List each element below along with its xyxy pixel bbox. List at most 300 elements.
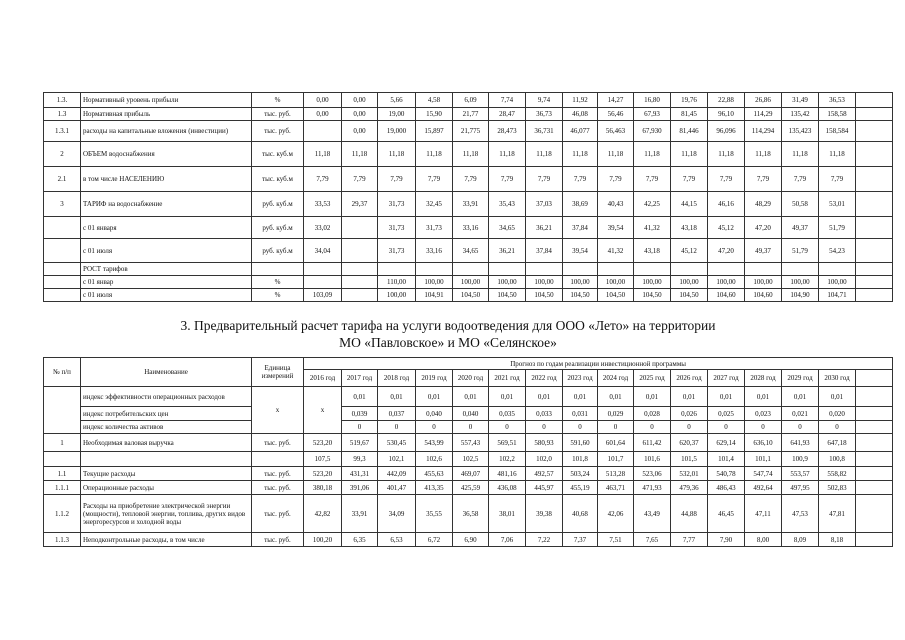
row-num: 2.1 bbox=[44, 167, 81, 192]
value-cell: 497,95 bbox=[782, 481, 819, 495]
value-cell: 100,00 bbox=[563, 276, 598, 289]
value-cell: 0,01 bbox=[671, 387, 708, 407]
table-row bbox=[44, 121, 893, 142]
value-cell: 40,68 bbox=[563, 495, 598, 533]
table-row bbox=[44, 481, 893, 495]
value-cell bbox=[342, 217, 378, 239]
value-cell: 580,93 bbox=[526, 434, 563, 452]
value-cell: 7,79 bbox=[563, 167, 598, 192]
value-cell: 7,22 bbox=[526, 533, 563, 547]
value-cell: 107,5 bbox=[304, 452, 342, 467]
value-cell: 100,8 bbox=[819, 452, 856, 467]
value-cell: 0 bbox=[416, 421, 453, 434]
index-name: индекс эффективности операционных расходов bbox=[81, 387, 252, 407]
value-cell: 28,47 bbox=[489, 108, 526, 121]
value-cell: 7,79 bbox=[634, 167, 671, 192]
value-cell: 104,91 bbox=[416, 289, 453, 302]
value-cell: 21,775 bbox=[453, 121, 489, 142]
empty-cell bbox=[856, 217, 893, 239]
value-cell: 100,9 bbox=[782, 452, 819, 467]
value-cell: 44,15 bbox=[671, 192, 708, 217]
empty-cell bbox=[856, 289, 893, 302]
value-cell: 0,039 bbox=[342, 407, 378, 421]
value-cell: 0,029 bbox=[598, 407, 634, 421]
value-cell: 34,65 bbox=[489, 217, 526, 239]
value-cell: 11,18 bbox=[634, 142, 671, 167]
value-cell: 7,79 bbox=[378, 167, 416, 192]
value-cell: 7,79 bbox=[526, 167, 563, 192]
value-cell: 7,90 bbox=[708, 533, 745, 547]
value-cell: 26,86 bbox=[745, 93, 782, 108]
value-cell: 11,18 bbox=[378, 142, 416, 167]
value-cell: 0 bbox=[671, 421, 708, 434]
value-cell: 41,32 bbox=[598, 239, 634, 263]
table-row bbox=[44, 533, 893, 547]
value-cell: 523,20 bbox=[304, 434, 342, 452]
value-cell: 425,59 bbox=[453, 481, 489, 495]
value-cell bbox=[489, 263, 526, 276]
value-cell: 22,88 bbox=[708, 93, 745, 108]
value-cell: 14,27 bbox=[598, 93, 634, 108]
header-name: Наименование bbox=[81, 358, 252, 387]
value-cell: 0 bbox=[634, 421, 671, 434]
value-cell: 455,19 bbox=[563, 481, 598, 495]
row-unit: тыс. руб. bbox=[252, 533, 304, 547]
value-cell: 49,37 bbox=[782, 217, 819, 239]
value-cell: 486,43 bbox=[708, 481, 745, 495]
value-cell: 50,58 bbox=[782, 192, 819, 217]
value-cell: 36,21 bbox=[526, 217, 563, 239]
value-cell bbox=[453, 263, 489, 276]
value-cell bbox=[782, 263, 819, 276]
value-cell: 11,92 bbox=[563, 93, 598, 108]
value-cell: 503,24 bbox=[563, 467, 598, 481]
table-row bbox=[44, 217, 893, 239]
value-cell: 102,0 bbox=[526, 452, 563, 467]
value-cell: 104,71 bbox=[819, 289, 856, 302]
value-cell: 104,50 bbox=[671, 289, 708, 302]
value-cell: 11,18 bbox=[304, 142, 342, 167]
value-cell: 42,82 bbox=[304, 495, 342, 533]
index-row bbox=[44, 407, 893, 421]
row-num bbox=[44, 263, 81, 276]
value-cell: 0,01 bbox=[745, 387, 782, 407]
value-cell: 0 bbox=[526, 421, 563, 434]
row-num: 1.3. bbox=[44, 93, 81, 108]
value-cell: 37,03 bbox=[526, 192, 563, 217]
value-cell: 0,01 bbox=[563, 387, 598, 407]
empty-cell bbox=[856, 263, 893, 276]
value-cell: 158,584 bbox=[819, 121, 856, 142]
value-cell: 36,53 bbox=[819, 93, 856, 108]
table-row bbox=[44, 239, 893, 263]
value-cell: 0 bbox=[745, 421, 782, 434]
value-cell: 530,45 bbox=[378, 434, 416, 452]
value-cell: 47,20 bbox=[708, 239, 745, 263]
value-cell: 0 bbox=[782, 421, 819, 434]
value-cell: 19,76 bbox=[671, 93, 708, 108]
value-cell: 0,01 bbox=[342, 387, 378, 407]
value-cell: 29,37 bbox=[342, 192, 378, 217]
value-cell: 102,2 bbox=[489, 452, 526, 467]
row-name: расходы на капитальные вложения (инвестиции) bbox=[81, 121, 252, 142]
value-cell: 40,43 bbox=[598, 192, 634, 217]
value-cell: 0,01 bbox=[708, 387, 745, 407]
value-cell: 4,58 bbox=[416, 93, 453, 108]
value-cell bbox=[304, 121, 342, 142]
row-num: 3 bbox=[44, 192, 81, 217]
value-cell bbox=[342, 263, 378, 276]
value-cell: 101,8 bbox=[563, 452, 598, 467]
value-cell: 8,18 bbox=[819, 533, 856, 547]
value-cell bbox=[304, 276, 342, 289]
value-cell: 519,67 bbox=[342, 434, 378, 452]
value-cell: 492,64 bbox=[745, 481, 782, 495]
row-name: Нормативный уровень прибыли bbox=[81, 93, 252, 108]
value-cell: 11,18 bbox=[416, 142, 453, 167]
value-cell: 100,00 bbox=[708, 276, 745, 289]
value-cell: 6,09 bbox=[453, 93, 489, 108]
row-name: Текущие расходы bbox=[81, 467, 252, 481]
row-name: Нормативная прибыль bbox=[81, 108, 252, 121]
value-cell: 0,040 bbox=[453, 407, 489, 421]
value-cell: 611,42 bbox=[634, 434, 671, 452]
value-cell: 104,50 bbox=[526, 289, 563, 302]
empty-cell bbox=[856, 192, 893, 217]
value-cell: 601,64 bbox=[598, 434, 634, 452]
value-cell: 7,79 bbox=[782, 167, 819, 192]
value-cell: 81,45 bbox=[671, 108, 708, 121]
row-unit: % bbox=[252, 276, 304, 289]
row-num: 1.1.2 bbox=[44, 495, 81, 533]
value-cell: 547,74 bbox=[745, 467, 782, 481]
value-cell: 102,1 bbox=[378, 452, 416, 467]
row-name: с 01 июля bbox=[81, 239, 252, 263]
value-cell: 492,57 bbox=[526, 467, 563, 481]
year-header: 2027 год bbox=[708, 370, 745, 387]
value-cell: 0 bbox=[563, 421, 598, 434]
row-unit: тыс. руб. bbox=[252, 495, 304, 533]
value-cell: 401,47 bbox=[378, 481, 416, 495]
value-cell: 431,31 bbox=[342, 467, 378, 481]
row-unit bbox=[252, 263, 304, 276]
value-cell: 6,72 bbox=[416, 533, 453, 547]
year-header: 2028 год bbox=[745, 370, 782, 387]
empty-cell bbox=[856, 121, 893, 142]
value-cell: 19,00 bbox=[378, 108, 416, 121]
value-cell: 0,033 bbox=[526, 407, 563, 421]
value-cell: 99,3 bbox=[342, 452, 378, 467]
value-cell: 102,5 bbox=[453, 452, 489, 467]
row-name: Необходимая валовая выручка bbox=[81, 434, 252, 452]
value-cell: 104,50 bbox=[489, 289, 526, 302]
value-cell: 0,020 bbox=[819, 407, 856, 421]
row-num: 1.1.1 bbox=[44, 481, 81, 495]
value-cell: 0,01 bbox=[378, 387, 416, 407]
table-row bbox=[44, 263, 893, 276]
year-header: 2019 год bbox=[416, 370, 453, 387]
table-row bbox=[44, 192, 893, 217]
value-cell: 413,35 bbox=[416, 481, 453, 495]
value-cell: 9,74 bbox=[526, 93, 563, 108]
value-cell: 51,79 bbox=[819, 217, 856, 239]
value-cell: 558,82 bbox=[819, 467, 856, 481]
value-cell: 7,77 bbox=[671, 533, 708, 547]
value-cell: 436,08 bbox=[489, 481, 526, 495]
value-cell: 104,50 bbox=[634, 289, 671, 302]
row-unit: тыс. куб.м bbox=[252, 167, 304, 192]
value-cell: 0,01 bbox=[489, 387, 526, 407]
value-cell: 33,16 bbox=[416, 239, 453, 263]
value-cell: 7,79 bbox=[453, 167, 489, 192]
value-cell: 101,4 bbox=[708, 452, 745, 467]
section-title-line-2: МО «Павловское» и МО «Селянское» bbox=[339, 335, 557, 350]
value-cell: 540,78 bbox=[708, 467, 745, 481]
row-num: 1.1 bbox=[44, 467, 81, 481]
value-cell: 81,446 bbox=[671, 121, 708, 142]
value-cell: 32,45 bbox=[416, 192, 453, 217]
table-row bbox=[44, 495, 893, 533]
value-cell: 0 bbox=[598, 421, 634, 434]
value-cell: 0 bbox=[708, 421, 745, 434]
header-forecast: Прогноз по годам реализации инвестиционной программы bbox=[304, 358, 893, 370]
value-cell: 38,69 bbox=[563, 192, 598, 217]
index-blank bbox=[44, 387, 81, 434]
value-cell: 100,00 bbox=[378, 289, 416, 302]
row-unit: % bbox=[252, 289, 304, 302]
value-cell: 135,423 bbox=[782, 121, 819, 142]
value-cell: 11,18 bbox=[671, 142, 708, 167]
value-cell: 100,00 bbox=[416, 276, 453, 289]
value-cell: 15,90 bbox=[416, 108, 453, 121]
value-cell: 0,023 bbox=[745, 407, 782, 421]
year-header: 2017 год bbox=[342, 370, 378, 387]
value-cell: 0,01 bbox=[819, 387, 856, 407]
empty-cell bbox=[856, 239, 893, 263]
value-cell: 36,21 bbox=[489, 239, 526, 263]
row-num: 1.3 bbox=[44, 108, 81, 121]
value-cell: 100,20 bbox=[304, 533, 342, 547]
value-cell: 44,88 bbox=[671, 495, 708, 533]
value-cell: 6,53 bbox=[378, 533, 416, 547]
value-cell: 16,80 bbox=[634, 93, 671, 108]
empty-cell bbox=[856, 93, 893, 108]
value-cell: 46,08 bbox=[563, 108, 598, 121]
value-cell: 0,035 bbox=[489, 407, 526, 421]
value-cell: 11,18 bbox=[526, 142, 563, 167]
value-cell bbox=[304, 263, 342, 276]
value-cell: 471,93 bbox=[634, 481, 671, 495]
table-row bbox=[44, 452, 893, 467]
row-unit: тыс. руб. bbox=[252, 121, 304, 142]
value-cell bbox=[342, 289, 378, 302]
value-cell: 0,01 bbox=[453, 387, 489, 407]
row-num bbox=[44, 239, 81, 263]
value-cell: 502,83 bbox=[819, 481, 856, 495]
value-cell: 11,18 bbox=[342, 142, 378, 167]
value-cell: 0 bbox=[378, 421, 416, 434]
year-header: 2030 год bbox=[819, 370, 856, 387]
year-header: 2026 год bbox=[671, 370, 708, 387]
value-cell: 100,00 bbox=[598, 276, 634, 289]
value-cell: 0 bbox=[342, 421, 378, 434]
value-cell: 0 bbox=[453, 421, 489, 434]
value-cell: 0,040 bbox=[416, 407, 453, 421]
value-cell: 553,57 bbox=[782, 467, 819, 481]
value-cell bbox=[563, 263, 598, 276]
row-num: 1 bbox=[44, 434, 81, 452]
tariff-table-body bbox=[44, 93, 893, 302]
value-cell: 7,06 bbox=[489, 533, 526, 547]
value-cell: 100,00 bbox=[782, 276, 819, 289]
year-header: 2024 год bbox=[598, 370, 634, 387]
value-cell: 100,00 bbox=[745, 276, 782, 289]
value-cell: 35,43 bbox=[489, 192, 526, 217]
value-cell bbox=[671, 263, 708, 276]
value-cell: 28,473 bbox=[489, 121, 526, 142]
value-cell: 100,00 bbox=[671, 276, 708, 289]
year-header: 2016 год bbox=[304, 370, 342, 387]
index-unit-x: х bbox=[252, 387, 304, 434]
value-cell: 39,38 bbox=[526, 495, 563, 533]
empty-cell bbox=[856, 481, 893, 495]
value-cell: 0,00 bbox=[304, 93, 342, 108]
value-cell: 51,79 bbox=[782, 239, 819, 263]
table-row bbox=[44, 142, 893, 167]
value-cell: 158,58 bbox=[819, 108, 856, 121]
row-num bbox=[44, 289, 81, 302]
value-cell: 53,01 bbox=[819, 192, 856, 217]
value-cell: 103,09 bbox=[304, 289, 342, 302]
value-cell: 7,79 bbox=[671, 167, 708, 192]
value-cell: 0,028 bbox=[634, 407, 671, 421]
value-cell: 41,32 bbox=[634, 217, 671, 239]
value-cell: 33,53 bbox=[304, 192, 342, 217]
value-cell: 7,79 bbox=[819, 167, 856, 192]
value-cell: 43,18 bbox=[671, 217, 708, 239]
value-cell: 0,01 bbox=[416, 387, 453, 407]
value-cell: 33,02 bbox=[304, 217, 342, 239]
value-cell: 67,93 bbox=[634, 108, 671, 121]
value-cell: 45,12 bbox=[708, 217, 745, 239]
value-cell: 641,93 bbox=[782, 434, 819, 452]
value-cell: 33,16 bbox=[453, 217, 489, 239]
value-cell: 0,01 bbox=[634, 387, 671, 407]
value-cell: 42,25 bbox=[634, 192, 671, 217]
row-name: с 01 января bbox=[81, 217, 252, 239]
value-cell: 101,5 bbox=[671, 452, 708, 467]
table-row bbox=[44, 167, 893, 192]
value-cell bbox=[634, 263, 671, 276]
row-name: ТАРИФ на водоснабжение bbox=[81, 192, 252, 217]
value-cell: 34,09 bbox=[378, 495, 416, 533]
value-cell: 31,73 bbox=[378, 217, 416, 239]
table-row bbox=[44, 434, 893, 452]
row-unit: тыс. руб. bbox=[252, 467, 304, 481]
value-cell bbox=[342, 239, 378, 263]
value-cell: 33,91 bbox=[342, 495, 378, 533]
value-cell: 11,18 bbox=[745, 142, 782, 167]
value-cell: 43,18 bbox=[634, 239, 671, 263]
value-cell: 37,84 bbox=[526, 239, 563, 263]
value-cell bbox=[745, 263, 782, 276]
value-cell: 114,294 bbox=[745, 121, 782, 142]
value-cell: 42,06 bbox=[598, 495, 634, 533]
value-cell: 39,54 bbox=[563, 239, 598, 263]
value-cell: 104,60 bbox=[708, 289, 745, 302]
year-header: 2021 год bbox=[489, 370, 526, 387]
value-cell: 11,18 bbox=[489, 142, 526, 167]
value-cell: 0,00 bbox=[304, 108, 342, 121]
value-cell: 0,00 bbox=[342, 93, 378, 108]
value-cell: 46,077 bbox=[563, 121, 598, 142]
value-cell: 37,84 bbox=[563, 217, 598, 239]
value-cell: 33,91 bbox=[453, 192, 489, 217]
value-cell bbox=[598, 263, 634, 276]
value-cell: 557,43 bbox=[453, 434, 489, 452]
row-unit: руб. куб.м bbox=[252, 192, 304, 217]
row-unit: тыс. куб.м bbox=[252, 142, 304, 167]
value-cell bbox=[416, 263, 453, 276]
value-cell: 636,10 bbox=[745, 434, 782, 452]
value-cell: 47,11 bbox=[745, 495, 782, 533]
year-header: 2022 год bbox=[526, 370, 563, 387]
year-header: 2029 год bbox=[782, 370, 819, 387]
value-cell: 8,00 bbox=[745, 533, 782, 547]
value-cell: 100,00 bbox=[819, 276, 856, 289]
value-cell: 100,00 bbox=[634, 276, 671, 289]
value-cell: 523,06 bbox=[634, 467, 671, 481]
row-unit: тыс. руб. bbox=[252, 481, 304, 495]
value-cell: 31,73 bbox=[378, 192, 416, 217]
year-header: 2018 год bbox=[378, 370, 416, 387]
row-name: в том числе НАСЕЛЕНИЮ bbox=[81, 167, 252, 192]
value-cell: 56,46 bbox=[598, 108, 634, 121]
value-cell: 469,07 bbox=[453, 467, 489, 481]
index-name: индекс количества активов bbox=[81, 421, 252, 434]
header-row bbox=[44, 358, 893, 370]
value-cell: 46,16 bbox=[708, 192, 745, 217]
value-cell: 523,20 bbox=[304, 467, 342, 481]
wastewater-tariff-table bbox=[43, 357, 893, 547]
value-cell: 7,79 bbox=[304, 167, 342, 192]
value-cell: 0,01 bbox=[598, 387, 634, 407]
value-cell: 104,60 bbox=[745, 289, 782, 302]
empty-cell bbox=[856, 387, 893, 407]
row-name: Неподконтрольные расходы, в том числе bbox=[81, 533, 252, 547]
value-cell: 0,021 bbox=[782, 407, 819, 421]
value-cell: 19,000 bbox=[378, 121, 416, 142]
value-cell: 11,18 bbox=[598, 142, 634, 167]
value-cell: 455,63 bbox=[416, 467, 453, 481]
value-cell: 11,18 bbox=[708, 142, 745, 167]
row-name: РОСТ тарифов bbox=[81, 263, 252, 276]
value-cell: 21,77 bbox=[453, 108, 489, 121]
value-cell: 38,01 bbox=[489, 495, 526, 533]
value-cell: 104,90 bbox=[782, 289, 819, 302]
value-cell: 46,45 bbox=[708, 495, 745, 533]
value-cell: 36,73 bbox=[526, 108, 563, 121]
value-cell: 445,97 bbox=[526, 481, 563, 495]
value-cell: 620,37 bbox=[671, 434, 708, 452]
value-cell: 7,79 bbox=[489, 167, 526, 192]
value-cell: 442,09 bbox=[378, 467, 416, 481]
value-cell: 479,36 bbox=[671, 481, 708, 495]
value-cell: 48,29 bbox=[745, 192, 782, 217]
value-cell: 104,50 bbox=[598, 289, 634, 302]
value-cell: 39,54 bbox=[598, 217, 634, 239]
header-unit: Единица измерений bbox=[252, 358, 304, 387]
